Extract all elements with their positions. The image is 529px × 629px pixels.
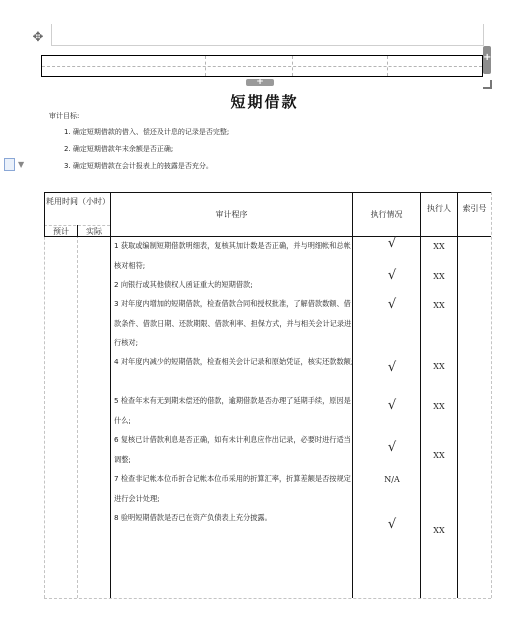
status-checkmark: √ (387, 297, 397, 312)
table-gridline (77, 225, 78, 598)
status-checkmark: √ (387, 268, 397, 283)
table-border (420, 192, 421, 598)
objective-item: 3. 确定短期借款在会计报表上的披露是否充分。 (64, 162, 213, 170)
document-icon[interactable] (4, 158, 15, 171)
executor-name: XX (433, 526, 445, 535)
table-move-icon[interactable]: ✥ (32, 30, 44, 45)
executor-name: XX (433, 451, 445, 460)
header-actual: 实际 (86, 227, 102, 236)
audit-procedure-table (44, 192, 491, 598)
table-gridline (205, 56, 206, 76)
add-row-icon[interactable]: + (256, 77, 264, 87)
header-executor: 执行人 (427, 204, 451, 213)
table-border (110, 192, 111, 598)
objectives-heading: 审计目标: (49, 112, 80, 120)
procedure-item: 2 向银行或其他债权人函证重大的短期借款; (114, 280, 253, 289)
objective-item: 1. 确定短期借款的借入、偿还及计息的记录是否完整; (64, 128, 230, 136)
header-index: 索引号 (462, 204, 487, 213)
margin-guide (51, 24, 52, 46)
status-checkmark: √ (387, 360, 397, 375)
procedure-item: 3 对年度内增加的短期借款，检查借款合同和授权批准，了解借款数额、借款条件、借款日期、还款期限、借款利率、担保方式，并与相关会计记录进行核对; (114, 299, 352, 347)
procedure-item: 5 检查年末有无到期未偿还的借款，逾期借款是否办理了延期手续，原因是什么; (114, 396, 351, 425)
executor-name: XX (433, 301, 445, 310)
table-gridline (491, 192, 492, 598)
table-border (44, 192, 491, 193)
table-gridline (44, 598, 491, 599)
table-gridline (387, 56, 388, 76)
procedure-item: 8 验明短期借款是否已在资产负债表上充分披露。 (114, 513, 272, 522)
executor-name: XX (433, 362, 445, 371)
table-border (457, 192, 458, 598)
table-gridline (42, 66, 482, 67)
status-not-applicable: N/A (384, 475, 400, 484)
margin-guide (51, 45, 484, 46)
margin-guide (483, 24, 484, 46)
add-column-icon[interactable]: + (483, 52, 492, 63)
executor-name: XX (433, 272, 445, 281)
table-gridline (44, 192, 45, 598)
executor-name: XX (433, 242, 445, 251)
procedure-item: 7 检查非记帐本位币折合记帐本位币采用的折算汇率，折算差额是否按规定进行会计处理; (114, 474, 351, 503)
procedure-item: 6 复核已计借款利息是否正确，如有未计利息应作出记录，必要时进行适当调整; (114, 435, 351, 464)
chevron-down-icon[interactable]: ▼ (18, 160, 25, 169)
top-table[interactable] (41, 55, 483, 77)
header-budget: 预计 (53, 227, 69, 236)
header-audit-procedure: 审计程序 (215, 210, 248, 219)
status-checkmark: √ (387, 236, 397, 251)
procedure-item: 4 对年度内减少的短期借款，检查相关会计记录和原始凭证，核实还款数额; (114, 357, 354, 366)
header-hours-used: 耗用时间（小时） (46, 197, 110, 206)
executor-name: XX (433, 402, 445, 411)
status-checkmark: √ (387, 517, 397, 532)
procedure-item: 1 获取或编制短期借款明细表，复核其加计数是否正确，并与明细帐和总帐核对相符; (114, 241, 351, 270)
table-resize-icon[interactable] (483, 80, 492, 89)
objective-item: 2. 确定短期借款年末余额是否正确; (64, 145, 174, 153)
page-title: 短期借款 (230, 93, 299, 111)
table-gridline (292, 56, 293, 76)
header-execution-status: 执行情况 (370, 210, 403, 219)
status-checkmark: √ (387, 440, 397, 455)
status-checkmark: √ (387, 398, 397, 413)
